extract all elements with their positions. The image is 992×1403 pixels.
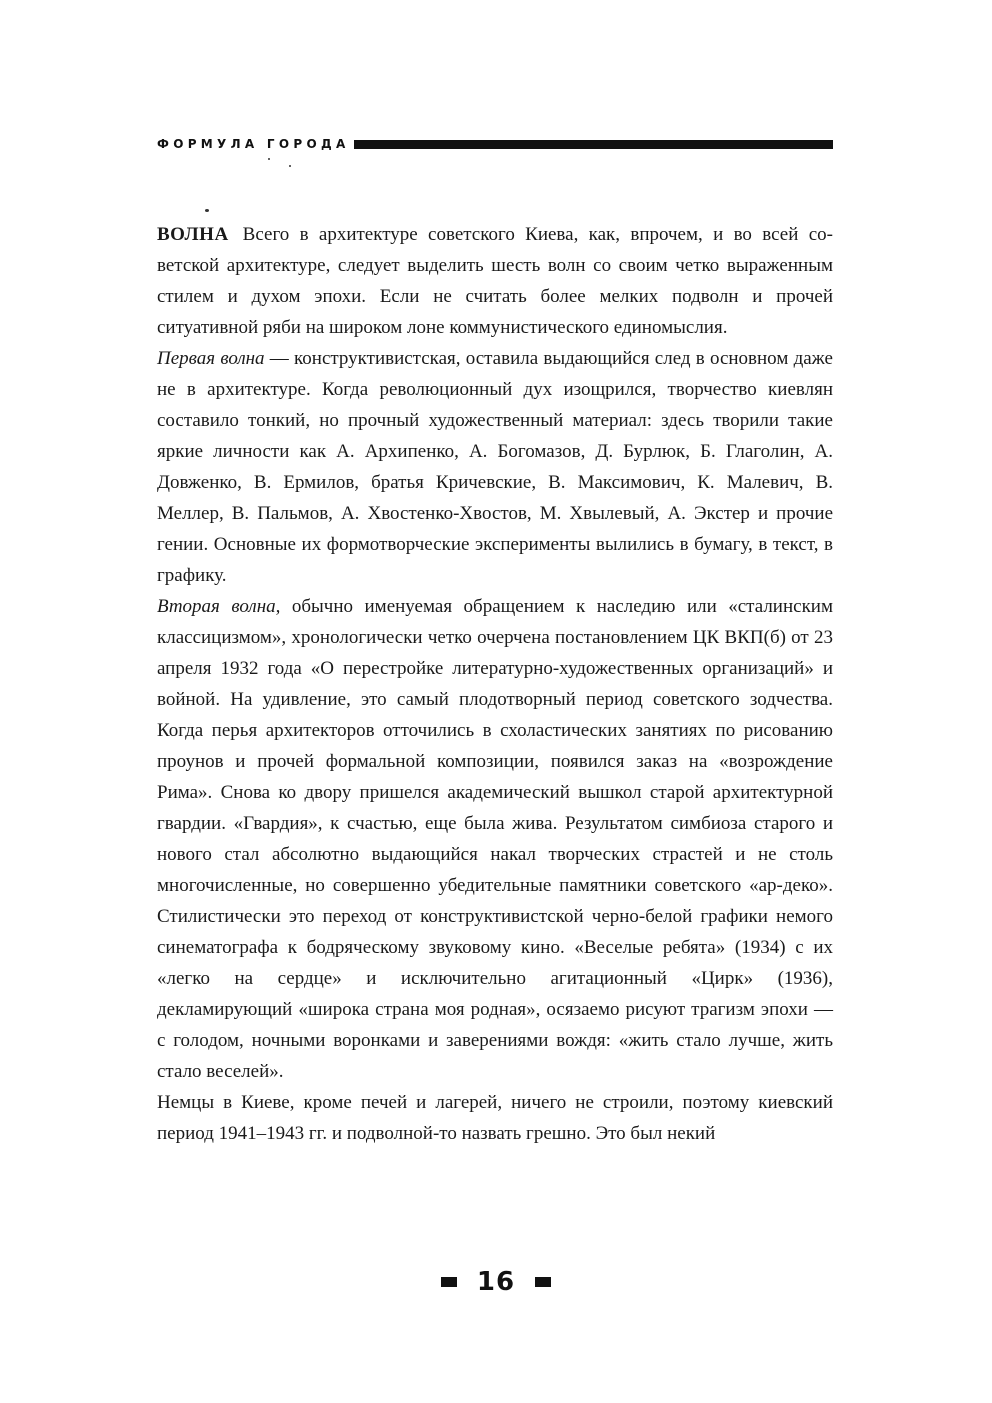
page-number-bar-right (535, 1277, 551, 1287)
wave-heading: Первая волна (157, 348, 265, 369)
page-number-block (0, 1267, 992, 1297)
paragraph-text: — конструктивистская, оставила выдающийся след в основном даже не в архитектуре. Когда революционный дух изощрился, творчество киевлян составило тонкий, но прочный художественный материал: здесь творили такие яркие личности как А. Архипенко, А. Богомазов, Д. Бурлюк, Б. Глаголин, А. Довженко, В. Ермилов, братья Кричевские, В. Максимович, К. Малевич, В. Меллер, В. Пальмов, А. Хвостенко-Хвостов, М. Хвылевый, А. Экстер и прочие гении. Основные их формотворческие эксперименты вылились в бумагу, в текст, в графику. (157, 348, 833, 586)
body-text (157, 219, 833, 1149)
page-number-bar-left (441, 1277, 457, 1287)
running-header (157, 134, 833, 154)
paragraph-text: Немцы в Киеве, кроме печей и лагерей, ничего не строили, поэтому киевский период 1941–1943 гг. и подволной-то назвать грешно. Это был некий (157, 1092, 833, 1144)
paragraph-text: обычно именуемая обращением к наследию или «сталинским классицизмом», хронологически четко очерчена постановлением ЦК ВКП(б) от 23 апреля 1932 года «О перестройке литературно-художественных организаций» и войной. На удивление, это самый плодотворный период советского зодчества. Когда перья архитекторов отточились в схоластических занятиях по рисованию проунов и прочей формальной композиции, появился заказ на «возрождение Рима». Снова ко двору пришелся академический вышкол старой архитектурной гвардии. «Гвардия», к счастью, еще была жива. Результатом симбиоза старого и нового стал абсолютно выдающийся накал творческих страстей и не столь многочисленные, но совершенно убедительные памятники советского «ар-деко». Стилистически это переход от конструктивистской черно-белой графики немого синематографа к бодряческому звуковому кино. «Веселые ребята» (1934) с их «легко на сердце» и исключительно агитационный «Цирк» (1936), декламирующий «широка страна моя родная», осязаемо рисуют трагизм эпохи — с голодом, ночными воронками и заверениями вождя: «жить стало лучше, жить стало веселей». (157, 596, 833, 1082)
running-title: ФОРМУЛА ГОРОДА (157, 137, 350, 151)
page-number: 16 (476, 1267, 516, 1297)
scan-speck (268, 158, 270, 160)
paragraph-text: Всего в архитектуре советского Киева, как, впрочем, и во всей советской архитектуре, следует выделить шесть волн со своим четко выраженным стилем и духом эпохи. Если не считать более мелких подволн и прочей ситуативной ряби на широком лоне коммунистического единомыслия. (157, 224, 833, 338)
paragraph-first-wave (157, 343, 833, 591)
paragraph-german-period (157, 1087, 833, 1149)
paragraph-second-wave (157, 591, 833, 1087)
scan-speck (289, 165, 291, 167)
paragraph-intro (157, 219, 833, 343)
header-rule (354, 140, 833, 149)
lead-word: ВОЛНА (157, 224, 229, 245)
wave-heading: Вторая волна, (157, 596, 281, 617)
scan-speck (205, 209, 209, 212)
